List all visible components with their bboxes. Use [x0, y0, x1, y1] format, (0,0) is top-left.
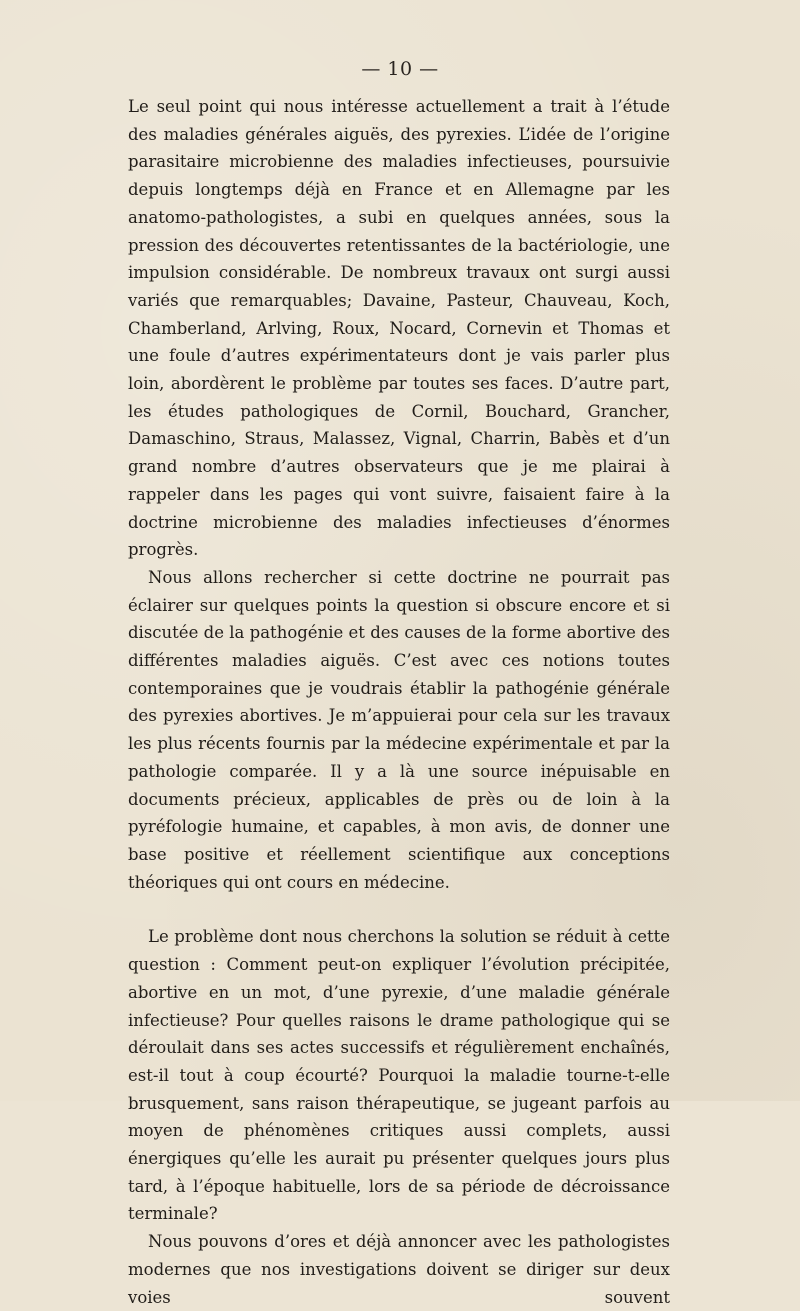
paragraph-2: Nous allons rechercher si cette doctrine ne pourrait pas éclairer sur quelques points la question si obscure encore et si discutée de la pathogénie et des causes de la forme abortive des différentes maladies aiguës. C’est avec ces notions toutes contemporaines que je voudrais établir la pathogénie générale des pyrexies abortives. Je m’appuierai pour cela sur les travaux les plus récents fournis par la médecine expérimentale et par la pathologie comparée. Il y a là une source inépuisable en documents précieux, applicables de près ou de loin à la pyréfologie humaine, et capables, à mon avis, de donner une base positive et réellement scientifique aux conceptions théoriques qui ont cours en médecine. [128, 567, 670, 892]
paragraph-1: Le seul point qui nous intéresse actuellement a trait à l’étude des maladies générales aiguës, des pyrexies. L’idée de l’origine parasitaire microbienne des maladies infectieuses, poursuivie depuis longtemps déjà en France et en Allemagne par les anatomo-pathologistes, a subi en quelques années, sous la pression des découvertes retentissantes de la bactériologie, une impulsion considérable. De nombreux travaux ont surgi aussi variés que remarquables; Davaine, Pasteur, Chauveau, Koch, Chamberland, Arlving, Roux, Nocard, Cornevin et Thomas et une foule d’autres expérimentateurs dont je vais parler plus loin, abordèrent le problème par toutes ses faces. D’autre part, les études pathologiques de Cornil, Bouchard, Grancher, Damaschino, Straus, Malassez, Vignal, Charrin, Babès et d’un grand nombre d’autres observateurs que je me plairai à rappeler dans les pages qui vont suivre, faisaient faire à la doctrine microbienne des maladies infectieuses d’énormes progrès. [128, 97, 670, 560]
paragraph-3: Le problème dont nous cherchons la solution se réduit à cette question : Comment peut-on expliquer l’évolution précipitée, abortive en un mot, d’une pyrexie, d’une maladie générale infectieuse? Pour quelles raisons le drame pathologique qui se déroulait dans ses actes successifs et régulièrement enchaînés, est-il tout à coup écourté? Pourquoi la maladie tourne-t-elle brusquement, sans raison thérapeutique, se jugeant parfois au moyen de phénomènes critiques aussi complets, aussi énergiques qu’elle les aurait pu présenter quelques jours plus tard, à l’époque habituelle, lors de sa période de décroissance terminale? [128, 927, 670, 1224]
paragraph-4: Nous pouvons d’ores et déjà annoncer avec les pathologistes modernes que nos investigations doivent se diriger sur deux voies souvent [128, 1232, 670, 1307]
page-number: — 10 — [361, 58, 439, 80]
body-text [128, 93, 670, 1311]
paragraph-gap [128, 896, 670, 923]
